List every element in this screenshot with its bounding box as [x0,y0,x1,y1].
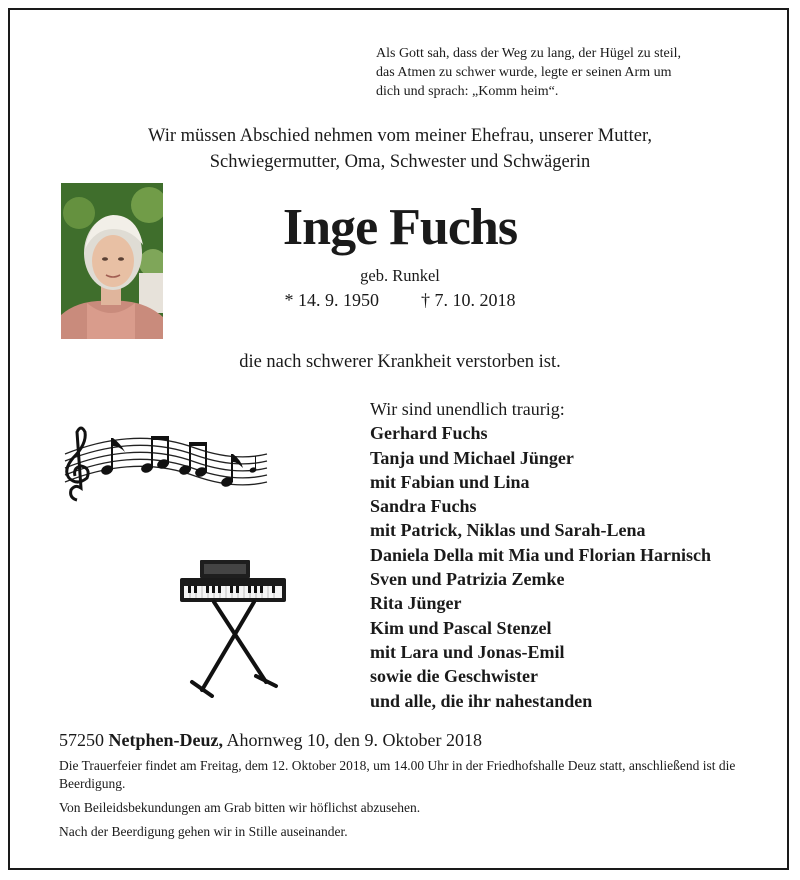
notes-section [59,730,779,847]
keyboard-icon [178,556,290,698]
address-line [59,730,779,751]
funeral-note: Die Trauerfeier findet am Freitag, dem 12. Oktober 2018, um 14.00 Uhr in der Friedhofshalle Deuz statt, anschließend ist die Beerdigung. [59,758,736,791]
mourner-name: Sven und Patrizia Zemke [370,569,565,590]
birth-name: geb. Runkel [360,266,440,285]
mourner-name: mit Fabian und Lina [370,471,530,492]
mourner-name: sowie die Geschwister [370,666,538,687]
mourner-name: Gerhard Fuchs [370,423,488,444]
life-dates [0,290,800,311]
mourners-list [370,397,790,713]
intro-line: Wir müssen Abschied nehmen vom meiner Ehefrau, unserer Mutter, [147,126,653,146]
deceased-name: Inge Fuchs [282,199,518,256]
intro-line: Schwiegermutter, Oma, Schwester und Schwägerin [209,152,591,172]
poem [376,44,746,101]
music-notes-illustration [55,418,270,515]
keyboard-illustration [178,556,290,703]
birth-date: * 14. 9. 1950 [284,290,379,310]
mourner-name: mit Patrick, Niklas und Sarah-Lena [370,520,646,541]
mourner-name: Rita Jünger [370,593,462,614]
condolence-note: Von Beileidsbekundungen am Grab bitten wir höflichst abzusehen. [59,800,421,815]
mourner-name: und alle, die ihr nahestanden [370,690,593,711]
mourners-lead: Wir sind unendlich traurig: [370,399,565,419]
address-zip: 57250 [59,730,104,750]
poem-line: Als Gott sah, dass der Weg zu lang, der Hügel zu steil, [376,46,681,61]
mourner-name: Kim und Pascal Stenzel [370,617,552,638]
address-town: Netphen-Deuz, [108,730,223,750]
mourner-name: Daniela Della mit Mia und Florian Harnisch [370,544,712,565]
mourner-name: Tanja und Michael Jünger [370,447,574,468]
intro-text [0,123,800,175]
cause-text: die nach schwerer Krankheit verstorben ist. [239,352,561,372]
poem-line: das Atmen zu schwer wurde, legte er seinen Arm um [376,65,672,80]
mourner-name: mit Lara und Jonas-Emil [370,641,565,662]
mourner-name: Sandra Fuchs [370,496,477,517]
death-date: † 7. 10. 2018 [421,290,516,310]
silence-note: Nach der Beerdigung gehen wir in Stille auseinander. [59,824,348,839]
music-staff-icon [55,418,270,510]
poem-line: dich und sprach: „Komm heim“. [376,84,559,99]
address-rest: Ahornweg 10, den 9. Oktober 2018 [226,730,482,750]
